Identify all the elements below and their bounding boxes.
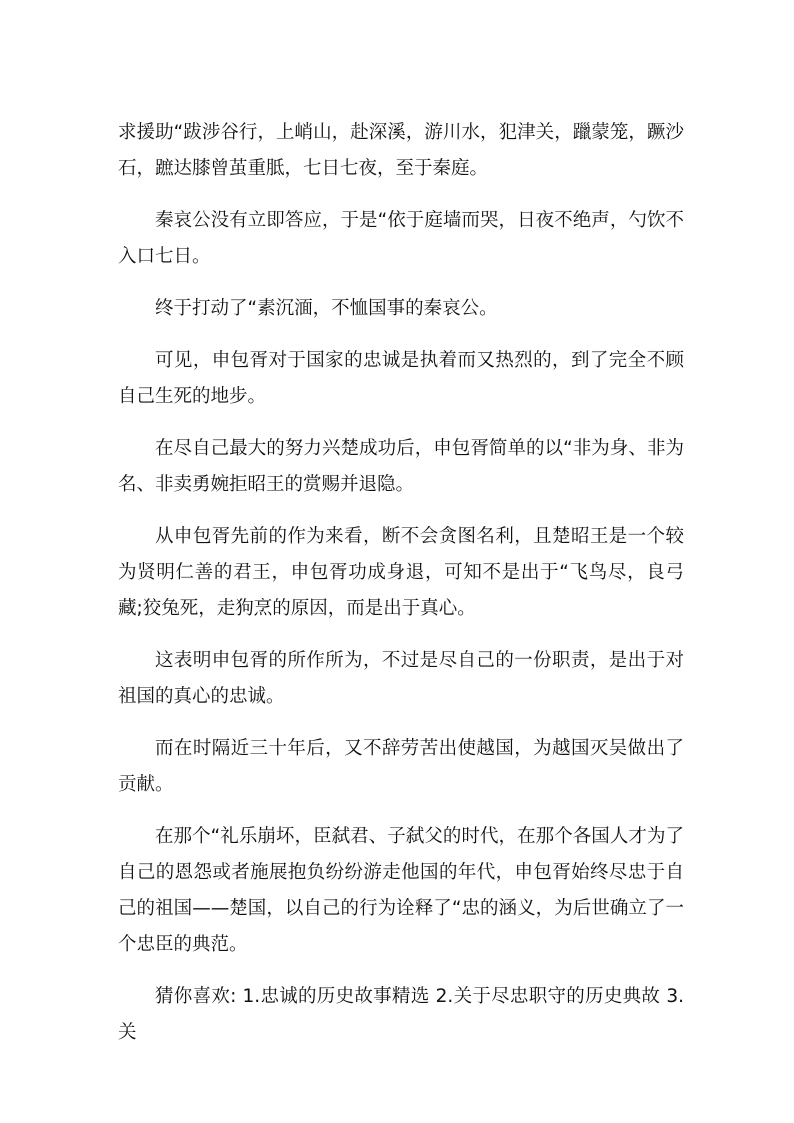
document-body [118,115,684,1067]
paragraph-2: 秦哀公没有立即答应，于是“依于庭墙而哭，日夜不绝声，勺饮不入口七日。 [118,210,684,267]
paragraph-3: 终于打动了“素沉湎，不恤国事的秦哀公。 [155,298,498,319]
paragraph-4: 可见，申包胥对于国家的忠诚是执着而又热烈的，到了完全不顾自己生死的地步。 [118,350,684,407]
related-articles-line: 猜你喜欢: 1.忠诚的历史故事精选 2.关于尽忠职守的历史典故 3.关 [118,986,684,1043]
paragraph-5: 在尽自己最大的努力兴楚成功后，申包胥简单的以“非为身、非为名、非卖勇婉拒昭王的赏赐并退隐。 [118,438,684,495]
paragraph-6: 从申包胥先前的作为来看，断不会贪图名利，且楚昭王是一个较为贤明仁善的君王，申包胥功成身退，可知不是出于“飞鸟尽，良弓藏;狡兔死，走狗烹的原因，而是出于真心。 [118,526,684,619]
paragraph-9: 在那个“礼乐崩坏，臣弑君、子弑父的时代，在那个各国人才为了自己的恩怨或者施展抱负纷纷游走他国的年代，申包胥始终尽忠于自己的祖国——楚国，以自己的行为诠释了“忠的涵义，为后世确立了一个忠臣的典范。 [118,826,684,955]
paragraph-8: 而在时隔近三十年后，又不辞劳苦出使越国，为越国灭吴做出了贡献。 [118,738,684,795]
paragraph-7: 这表明申包胥的所作所为，不过是尽自己的一份职责，是出于对祖国的真心的忠诚。 [118,650,684,707]
paragraph-1: 求援助“跋涉谷行，上峭山，赴深溪，游川水，犯津关，躐蒙笼，蹶沙石，蹠达膝曾茧重胝，七日七夜，至于秦庭。 [118,122,684,179]
